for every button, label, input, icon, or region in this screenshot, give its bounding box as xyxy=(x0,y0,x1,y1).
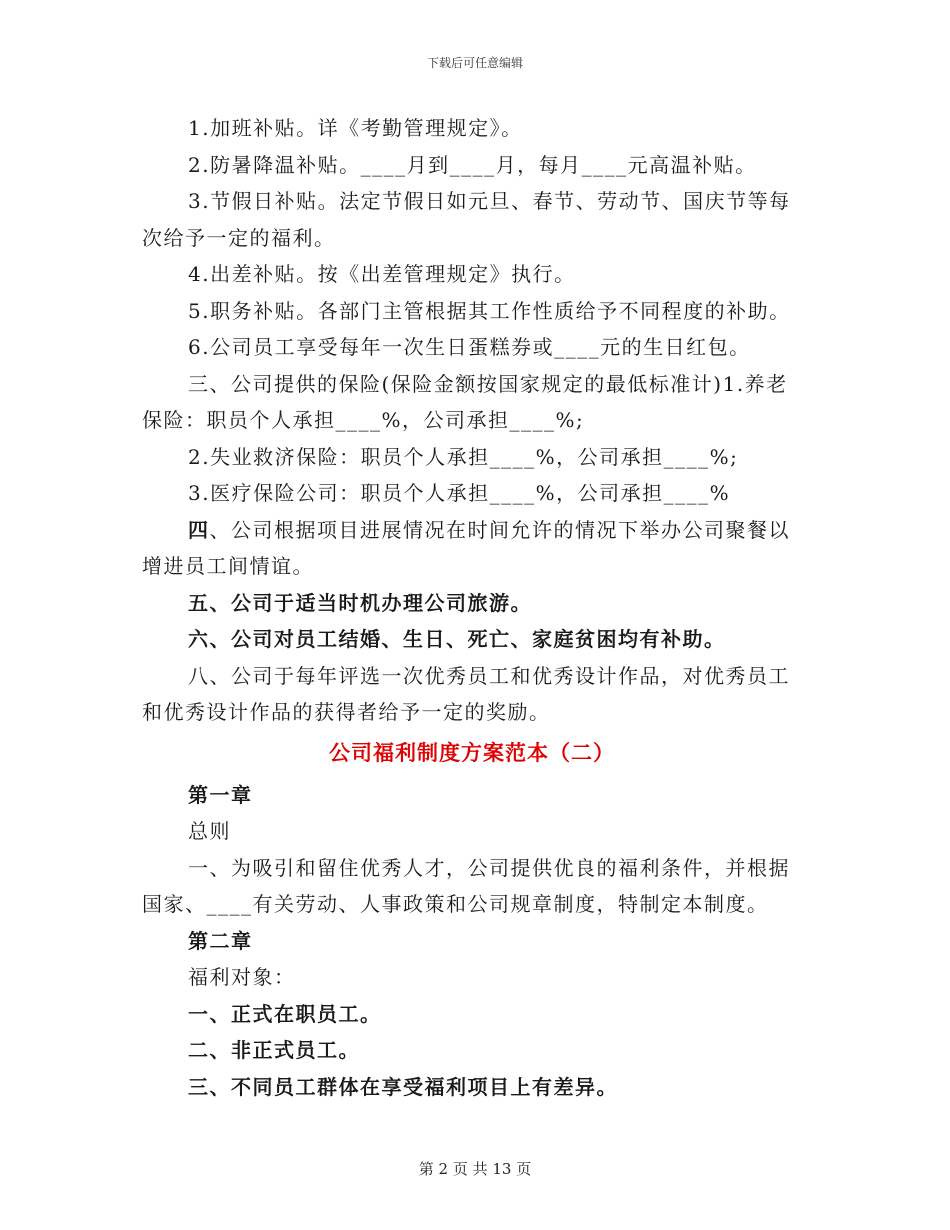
paragraph-overtime: 1.加班补贴。详《考勤管理规定》。 xyxy=(188,116,523,140)
paragraph-section-five: 五、公司于适当时机办理公司旅游。 xyxy=(188,590,532,615)
chapter-two-heading: 第二章 xyxy=(188,928,253,953)
paragraph-insurance-unemployment: 2.失业救济保险：职员个人承担____%，公司承担____%; xyxy=(188,444,739,469)
paragraph-section-four xyxy=(142,512,802,585)
paragraph-section-six: 六、公司对员工结婚、生日、死亡、家庭贫困均有补助。 xyxy=(188,627,726,651)
chapter-two-subheading: 福利对象： xyxy=(188,965,296,989)
paragraph-heat-allowance: 2.防暑降温补贴。____月到____月，每月____元高温补贴。 xyxy=(188,152,757,177)
chapter-one-heading: 第一章 xyxy=(188,782,253,807)
page-header: 下载后可任意编辑 xyxy=(426,56,523,70)
section-four-label: 四 xyxy=(188,517,210,542)
chapter-two-item: 二、非正式员工。 xyxy=(188,1038,360,1062)
paragraph-position: 5.职务补贴。各部门主管根据其工作性质给予不同程度的补助。 xyxy=(188,298,791,323)
paragraph-birthday: 6.公司员工享受每年一次生日蛋糕券或____元的生日红包。 xyxy=(188,335,751,359)
chapter-two-item: 一、正式在职员工。 xyxy=(188,1001,382,1026)
section-four-text: 、公司根据项目进展情况在时间允许的情况下举办公司聚餐以增进员工间情谊。 xyxy=(142,517,790,578)
paragraph-holiday: 3.节假日补贴。法定节假日如元旦、春节、劳动节、国庆节等每次给予一定的福利。 xyxy=(142,189,791,250)
chapter-one-text: 一、为吸引和留住优秀人才，公司提供优良的福利条件，并根据国家、____有关劳动、人事政策和公司规章制度，特制定本制度。 xyxy=(142,855,790,916)
chapter-two-item: 三、不同员工群体在享受福利项目上有差异。 xyxy=(188,1074,618,1099)
paragraph-insurance-medical: 3.医疗保险公司：职员个人承担____%，公司承担____% xyxy=(188,481,731,505)
section-title: 公司福利制度方案范本（二） xyxy=(329,739,615,765)
page-footer: 第 2 页 共 13 页 xyxy=(418,1160,532,1178)
paragraph-section-eight: 八、公司于每年评选一次优秀员工和优秀设计作品，对优秀员工和优秀设计作品的获得者给予一定的奖励。 xyxy=(142,663,790,724)
paragraph-insurance-pension: 三、公司提供的保险(保险金额按国家规定的最低标准计)1.养老保险：职员个人承担____%，公司承担____%; xyxy=(142,371,788,432)
paragraph-travel: 4.出差补贴。按《出差管理规定》执行。 xyxy=(188,262,576,286)
document-body xyxy=(142,110,802,1105)
chapter-one-subheading: 总则 xyxy=(188,819,231,843)
